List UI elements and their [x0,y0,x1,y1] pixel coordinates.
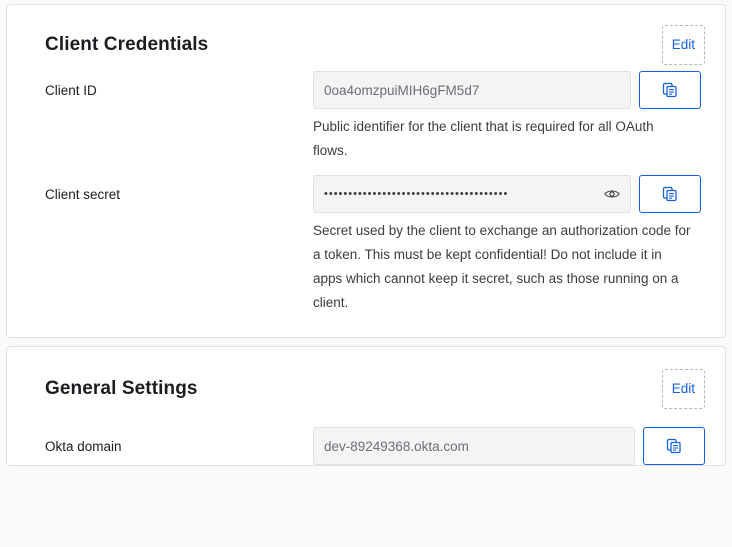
client-credentials-card [6,4,726,338]
okta-domain-input-line [313,427,705,465]
copy-icon [662,186,678,202]
client-secret-helper-text: Secret used by the client to exchange an authorization code for a token. This must be kept confidential! Do not include it in apps which cannot keep it secret, such as those running on a client. [313,223,691,310]
edit-general-settings-button[interactable]: Edit [666,377,701,401]
client-secret-field-group [313,175,701,315]
client-secret-input-line [313,175,701,213]
okta-domain-row [7,401,725,465]
okta-domain-field-group [313,427,705,465]
client-secret-label: Client secret [45,187,121,202]
copy-client-secret-button[interactable] [639,175,701,213]
client-id-helper-text: Public identifier for the client that is required for all OAuth flows. [313,119,654,158]
client-id-value: 0oa4omzpuiMIH6gFM5d7 [324,82,480,98]
client-credentials-header [7,5,725,57]
copy-icon [666,438,682,454]
client-id-input[interactable] [313,71,631,109]
edit-client-credentials-button[interactable]: Edit [666,33,701,57]
page-title: Client Credentials [45,34,209,55]
copy-icon [662,82,678,98]
eye-icon[interactable] [604,188,620,200]
okta-domain-label: Okta domain [45,439,122,454]
general-settings-title: General Settings [45,378,198,399]
okta-domain-input[interactable] [313,427,635,465]
client-id-row [7,71,725,163]
copy-client-id-button[interactable] [639,71,701,109]
client-id-field-group [313,71,701,163]
client-secret-row [7,175,725,315]
copy-okta-domain-button[interactable] [643,427,705,465]
client-id-label: Client ID [45,83,97,98]
client-secret-input[interactable] [313,175,631,213]
okta-domain-value: dev-89249368.okta.com [324,438,469,454]
client-id-input-line [313,71,701,109]
general-settings-header [7,347,725,401]
client-secret-value: •••••••••••••••••••••••••••••••••••••• [324,188,509,200]
general-settings-card [6,346,726,466]
